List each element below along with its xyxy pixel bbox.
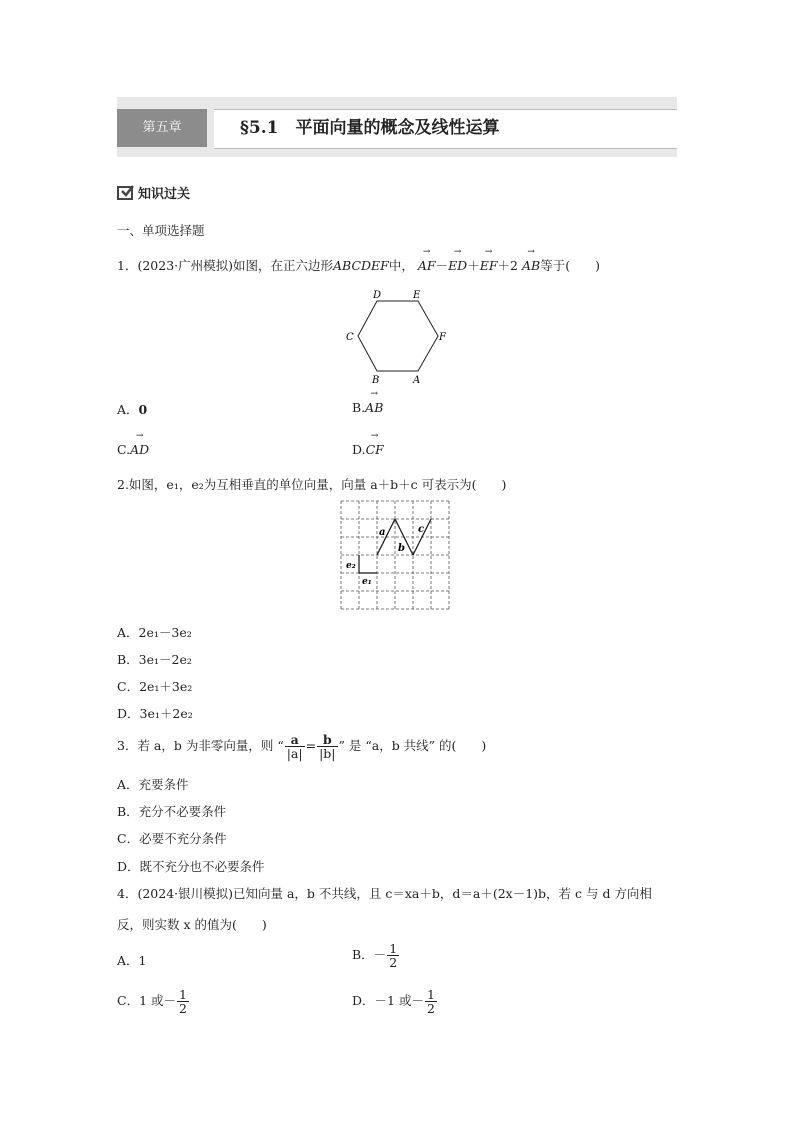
label-c-vec: c	[418, 524, 425, 535]
q1-hexagon-name: ABCDEF	[333, 258, 389, 273]
q2-option-d: D．3e₁＋2e₂	[117, 706, 193, 721]
q4-option-c-prefix: C．1 或－	[117, 993, 176, 1009]
q4-stem-line1: 4．(2024·银川模拟)已知向量 a，b 不共线，且 c＝xa＋b，d＝a＋(2x－1)b，若 c 与 d 方向相	[117, 886, 652, 901]
q4-option-d-fraction	[425, 988, 437, 1015]
q1-op1: －	[435, 258, 449, 273]
q3-option-b: B．充分不必要条件	[117, 804, 227, 819]
label-e: E	[413, 290, 421, 301]
label-e1: e₁	[362, 577, 372, 587]
section-title: §5.1 平面向量的概念及线性运算	[240, 118, 500, 138]
q4-option-c-den: 2	[179, 1001, 187, 1017]
label-a-vec: a	[379, 527, 386, 538]
q3-equals: =	[305, 738, 317, 754]
q1-vector-ab: → AB	[522, 258, 540, 273]
q4-option-b-fraction	[387, 942, 399, 969]
checkbox-check-icon	[117, 186, 133, 200]
q1-option-a-key: A．	[117, 402, 139, 417]
q3-frac1-den: |a|	[286, 746, 303, 762]
q1-vector-af: → AF	[418, 258, 436, 273]
q3-prefix: 3．若 a，b 为非零向量，则 “	[117, 738, 284, 754]
q1-option-d-key: D.	[352, 442, 366, 457]
q1-hexagon-figure	[340, 286, 450, 386]
hexagon-shape	[358, 301, 438, 371]
q1-option-c-vector: → AD	[130, 442, 149, 457]
q4-option-a: A．1	[117, 953, 147, 968]
label-c: C	[346, 332, 354, 343]
q3-frac2-den: |b|	[319, 746, 336, 762]
label-b-vec: b	[398, 543, 405, 554]
q4-option-c	[117, 988, 190, 1015]
section-heading-text: 知识过关	[138, 187, 191, 202]
q2-option-a: A．2e₁－3e₂	[117, 625, 192, 640]
label-f: F	[439, 332, 446, 343]
q1-stem	[117, 256, 600, 274]
q1-option-b-key: B.	[352, 400, 366, 415]
q3-frac2-num: b	[317, 733, 337, 747]
q1-vector-ef: → EF	[480, 258, 498, 273]
q2-stem: 2.如图，e₁，e₂为互相垂直的单位向量，向量 a＋b＋c 可表示为( )	[117, 477, 507, 492]
q3-frac1-num: a	[285, 733, 305, 747]
q1-option-d	[352, 442, 384, 457]
label-d: D	[373, 290, 382, 301]
q4-option-b-den: 2	[389, 955, 398, 971]
q2-option-c: C．2e₁＋3e₂	[117, 679, 193, 694]
q1-option-b	[352, 400, 383, 415]
label-e2: e₂	[346, 561, 356, 571]
q2-option-b: B．3e₁－2e₂	[117, 652, 192, 667]
q4-option-d-prefix: D．－1 或－	[352, 993, 424, 1009]
q1-option-b-vector: → AB	[365, 400, 383, 415]
q4-option-c-num: 1	[179, 987, 187, 1002]
q1-op2: ＋	[467, 258, 480, 273]
q4-option-d-den: 2	[426, 1001, 435, 1017]
label-a: A	[413, 375, 421, 386]
q1-option-d-vector: → CF	[366, 442, 384, 457]
label-b: B	[372, 375, 380, 386]
q1-vector-ed: → ED	[448, 258, 467, 273]
section-heading	[117, 183, 190, 202]
q1-option-a	[117, 400, 147, 418]
q4-option-b-prefix: B．－	[352, 947, 387, 963]
q4-stem-line2: 反，则实数 x 的值为( )	[117, 917, 267, 932]
q3-fraction-a	[285, 733, 305, 760]
q4-option-d-num: 1	[426, 987, 435, 1002]
chapter-tab: 第五章	[117, 109, 207, 147]
q1-stem-before: 1．(2023·广州模拟)如图，在正六边形	[117, 258, 333, 273]
q3-option-d: D．既不充分也不必要条件	[117, 859, 265, 874]
q3-fraction-b	[317, 733, 337, 760]
q4-option-b-num: 1	[389, 941, 398, 956]
q3-suffix: ” 是 “a，b 共线” 的( )	[338, 738, 487, 754]
q4-option-d	[352, 988, 438, 1015]
q1-op3: ＋2	[497, 258, 518, 273]
q1-stem-after: 等于( )	[540, 258, 600, 273]
q4-option-b	[352, 942, 400, 969]
q3-option-c: C．必要不充分条件	[117, 831, 227, 846]
q3-stem	[117, 733, 486, 760]
q1-option-a-value: 0	[138, 402, 148, 417]
grid-lines	[341, 501, 451, 609]
q2-grid-figure	[340, 500, 452, 612]
q1-option-c-key: C.	[117, 442, 131, 457]
q4-option-c-fraction	[177, 988, 189, 1015]
q1-stem-mid: 中，	[388, 258, 414, 273]
q3-option-a: A．充要条件	[117, 777, 189, 792]
part-title: 一、单项选择题	[117, 223, 205, 238]
q1-option-c	[117, 442, 149, 457]
